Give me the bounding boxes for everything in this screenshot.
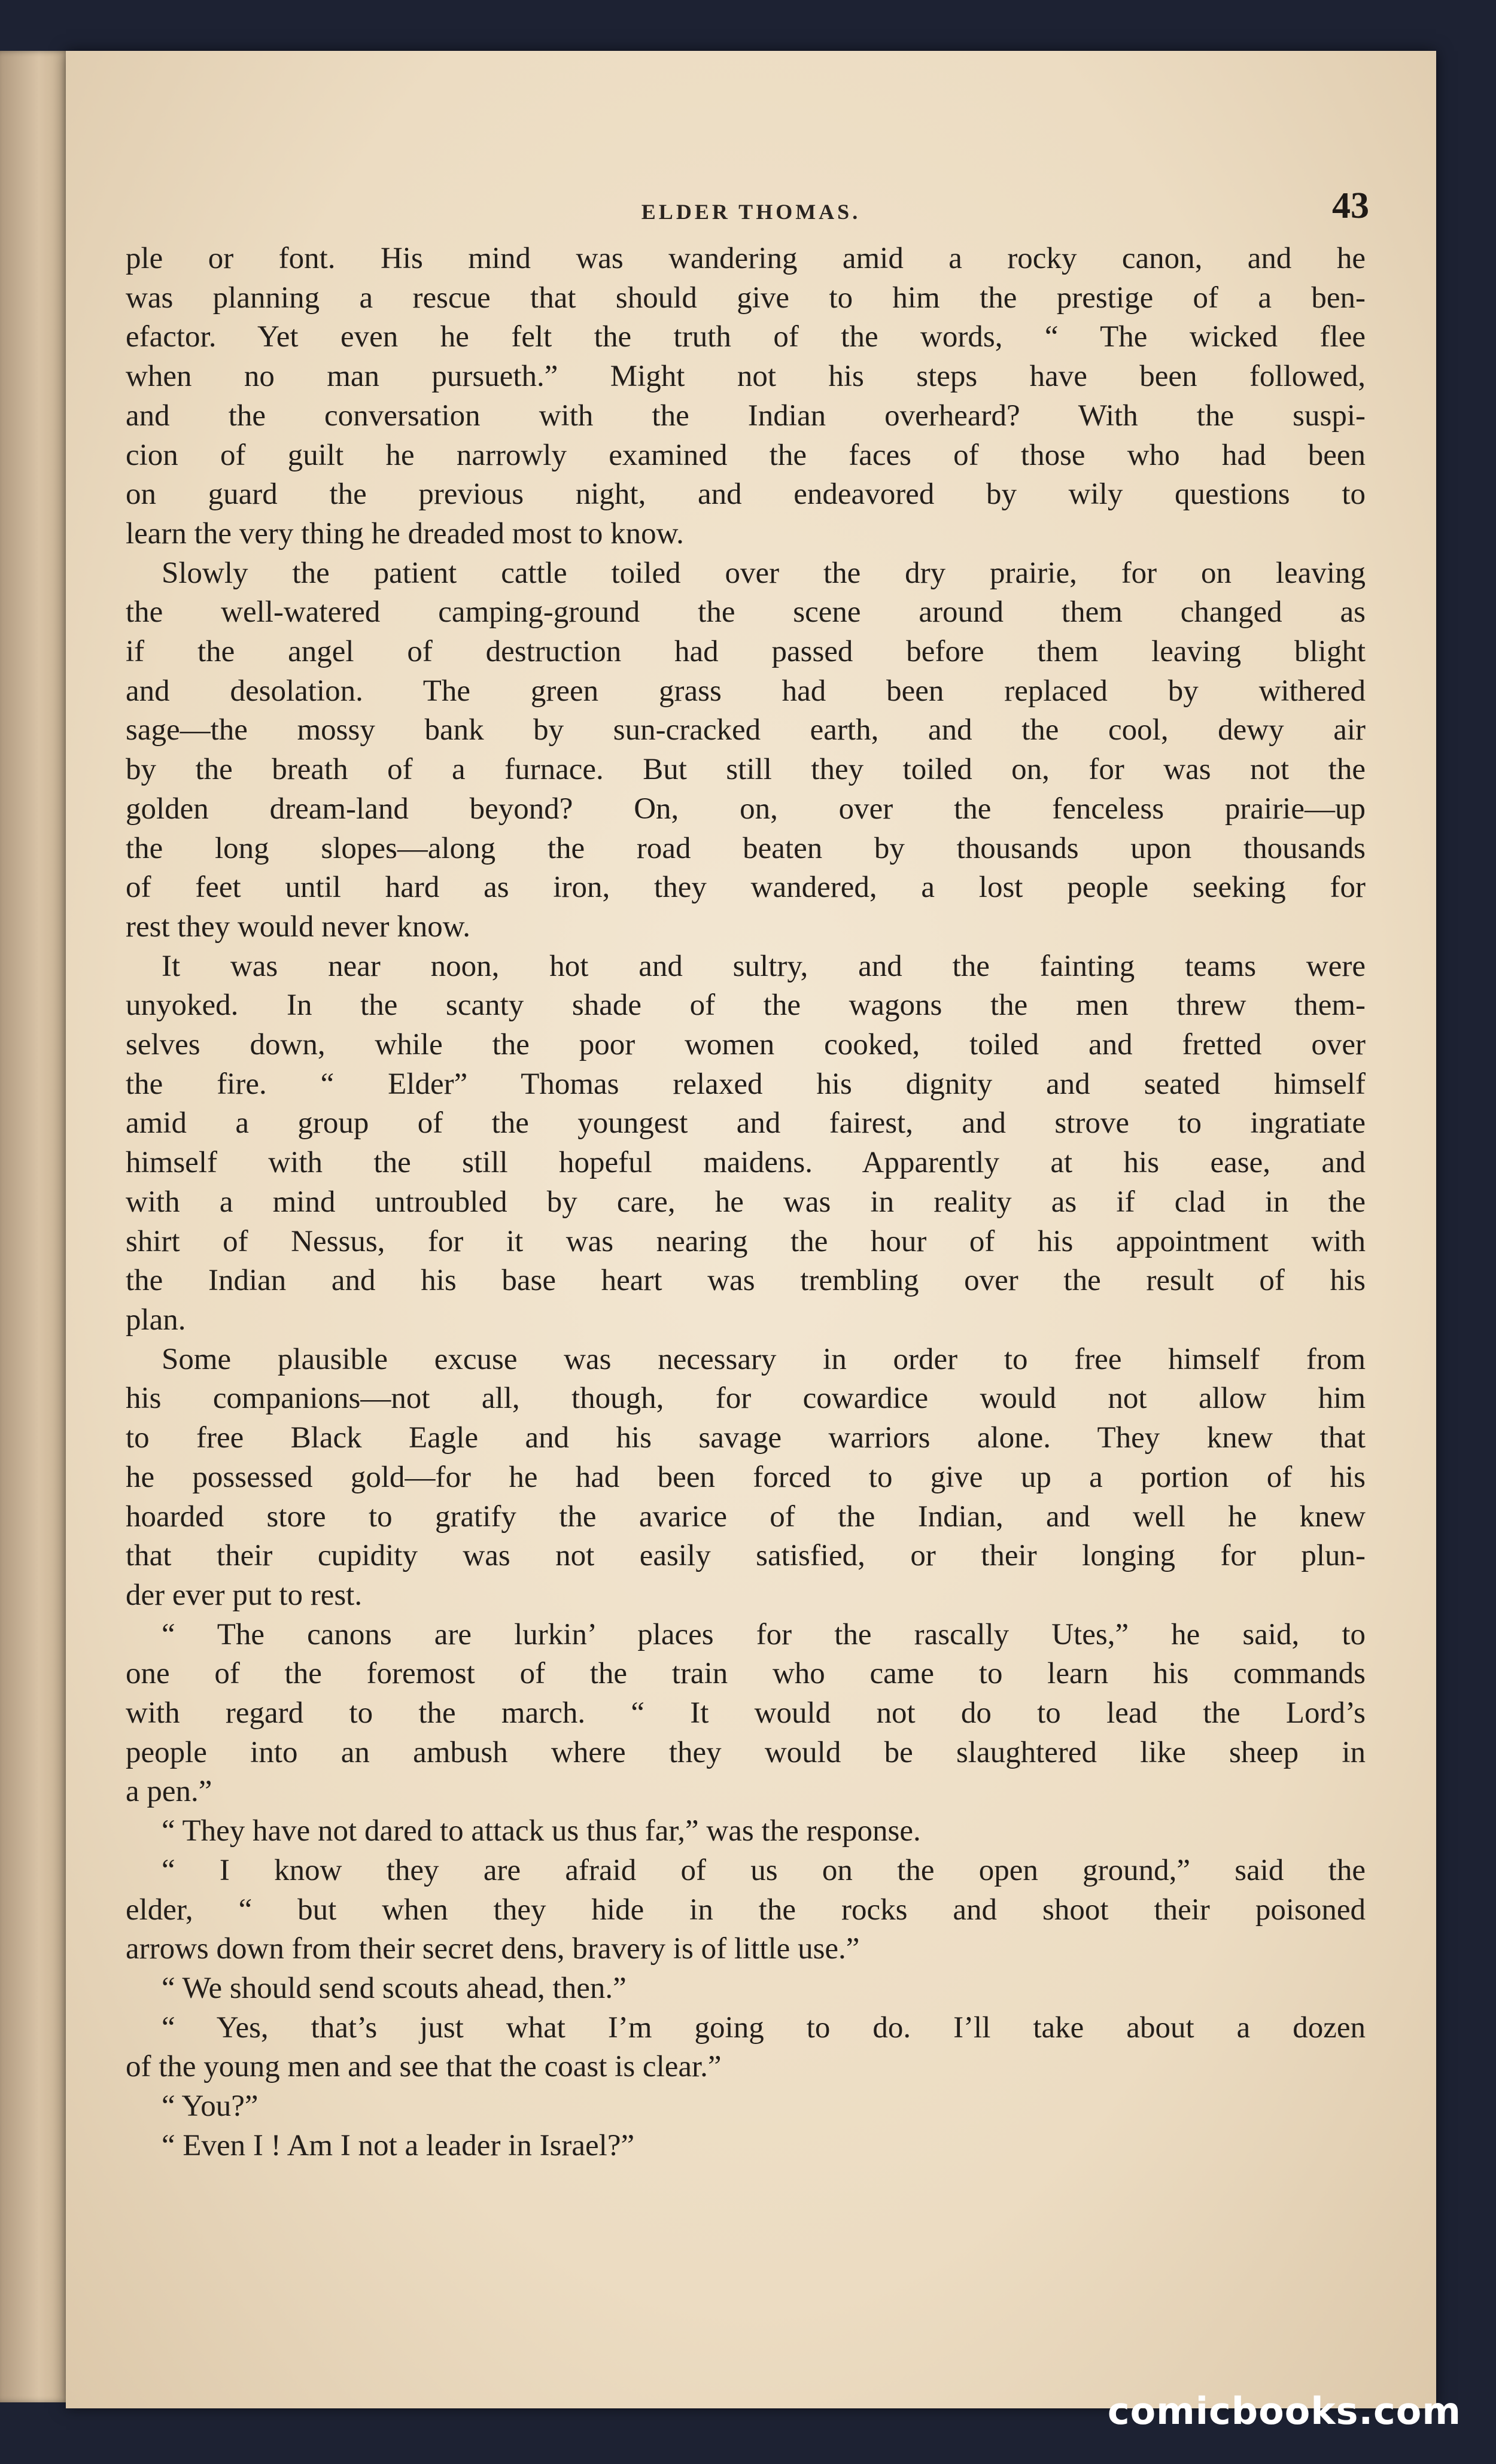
text-line: hoarded store to gratify the avarice of the Indian, and well he knew [126,1499,1366,1534]
text-line: of feet until hard as iron, they wandered, a lost people seeking for [126,871,1366,905]
text-line: cion of guilt he narrowly examined the faces of those who had been [126,438,1366,472]
text-line: the fire. “ Elder” Thomas relaxed his dignity and seated himself [126,1067,1366,1101]
text-line: if the angel of destruction had passed before them leaving blight [126,635,1366,669]
page-header [66,147,1436,226]
text-line: sage—the mossy bank by sun-cracked earth, and the cool, dewy air [126,713,1366,747]
text-line: the Indian and his base heart was trembling over the result of his [126,1264,1366,1298]
text-line: of the young men and see that the coast is clear.” [126,2050,722,2084]
text-line: “ You?” [162,2089,259,2124]
text-line: “ Even I ! Am I not a leader in Israel?” [162,2128,635,2162]
book-page [66,51,1436,2408]
text-line: that their cupidity was not easily satisfied, or their longing for plun- [126,1539,1366,1573]
text-line: der ever put to rest. [126,1578,363,1612]
running-head: ELDER THOMAS. [641,200,861,224]
text-line: when no man pursueth.” Might not his steps have been followed, [126,360,1366,394]
text-line: efactor. Yet even he felt the truth of the words, “ The wicked flee [126,320,1366,354]
text-line: “ The canons are lurkin’ places for the rascally Utes,” he said, to [162,1617,1366,1651]
text-line: and desolation. The green grass had been replaced by withered [126,674,1366,708]
book-spine-edge [0,51,71,2402]
text-line: “ Yes, that’s just what I’m going to do. I’ll take about a dozen [162,2010,1366,2045]
text-line: It was near noon, hot and sultry, and the fainting teams were [162,949,1366,983]
text-line: to free Black Eagle and his savage warriors alone. They knew that [126,1421,1366,1455]
text-line: with regard to the march. “ It would not do to lead the Lord’s [126,1696,1366,1730]
text-line: and the conversation with the Indian overheard? With the suspi- [126,399,1366,433]
text-line: amid a group of the youngest and fairest, and strove to ingratiate [126,1106,1366,1140]
text-line: “ I know they are afraid of us on the open ground,” said the [162,1853,1366,1887]
text-line: a pen.” [126,1775,212,1809]
text-line: the long slopes—along the road beaten by thousands upon thousands [126,831,1366,865]
text-line: golden dream-land beyond? On, on, over the fenceless prairie—up [126,792,1366,826]
text-line: on guard the previous night, and endeavored by wily questions to [126,477,1366,512]
text-line: his companions—not all, though, for cowardice would not allow him [126,1382,1366,1416]
text-line: learn the very thing he dreaded most to know. [126,516,684,550]
text-line: elder, “ but when they hide in the rocks and shoot their poisoned [126,1893,1366,1927]
text-line: himself with the still hopeful maidens. Apparently at his ease, and [126,1146,1366,1180]
text-line: with a mind untroubled by care, he was in reality as if clad in the [126,1185,1366,1219]
text-line: he possessed gold—for he had been forced to give up a portion of his [126,1460,1366,1494]
text-line: people into an ambush where they would be slaughtered like sheep in [126,1735,1366,1769]
text-line: plan. [126,1303,186,1337]
text-line: “ They have not dared to attack us thus far,” was the response. [162,1814,921,1848]
text-line: arrows down from their secret dens, bravery is of little use.” [126,1932,860,1966]
text-line: selves down, while the poor women cooked, toiled and fretted over [126,1028,1366,1062]
text-line: “ We should send scouts ahead, then.” [162,1971,627,2005]
text-line: Some plausible excuse was necessary in order to free himself from [162,1342,1366,1376]
text-line: the well-watered camping-ground the scene around them changed as [126,595,1366,629]
text-line: rest they would never know. [126,909,470,944]
page-number: 43 [1332,185,1369,226]
body-text [126,239,1366,2165]
text-line: unyoked. In the scanty shade of the wagons the men threw them- [126,988,1366,1023]
text-line: ple or font. His mind was wandering amid a rocky canon, and he [126,242,1366,275]
text-line: by the breath of a furnace. But still they toiled on, for was not the [126,753,1366,787]
text-line: one of the foremost of the train who came to learn his commands [126,1657,1366,1691]
watermark: comicbooks.com [1107,2389,1461,2433]
text-line: was planning a rescue that should give to him the prestige of a ben- [126,281,1366,315]
text-line: shirt of Nessus, for it was nearing the hour of his appointment with [126,1224,1366,1258]
text-line: Slowly the patient cattle toiled over the dry prairie, for on leaving [162,556,1366,590]
